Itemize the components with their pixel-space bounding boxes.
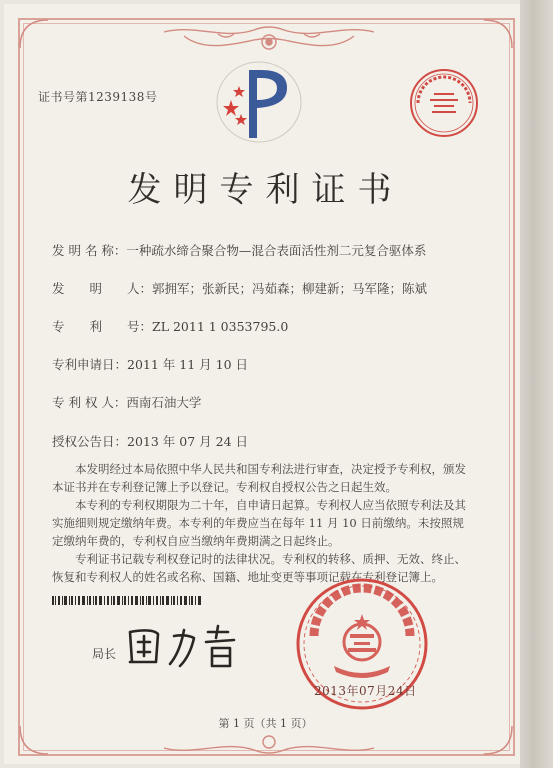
field-label: 专 利 权 人： <box>52 395 127 410</box>
field-application-date <box>52 355 248 373</box>
corner-ornament-icon <box>18 18 58 58</box>
field-patentee <box>52 393 201 411</box>
field-label: 专利申请日： <box>52 357 128 372</box>
patent-office-logo-icon <box>209 52 309 152</box>
corner-ornament-icon <box>474 18 514 58</box>
certificate-sheet <box>4 4 527 764</box>
field-value: 一种疏水缔合聚合物—混合表面活性剂二元复合驱体系 <box>126 243 427 258</box>
field-value: 2013 年 07 月 24 日 <box>127 434 249 449</box>
certificate-body <box>52 460 472 586</box>
field-value: 2011 年 11 月 10 日 <box>127 357 249 372</box>
field-invention-name <box>52 241 426 259</box>
field-label: 专 利 号： <box>52 319 153 334</box>
field-label: 发 明 名 称： <box>52 243 127 258</box>
certificate-title: 发明专利证书 <box>127 170 404 210</box>
top-seal-icon <box>408 67 480 139</box>
field-label: 发 明 人： <box>52 281 153 296</box>
bottom-ornament-icon <box>164 728 374 758</box>
body-paragraph: 本专利的专利权期限为二十年，自申请日起算。专利权人应当依照专利法及其实施细则规定缴纳年费。本专利的年费应当在每年 11 月 10 日前缴纳。未按照规定缴纳年费的，专利权自应当缴纳年费期满之日起终止。 <box>52 498 466 548</box>
field-value: 西南石油大学 <box>126 395 202 410</box>
body-paragraph: 专利证书记载专利权登记时的法律状况。专利权的转移、质押、无效、终止、恢复和专利权人的姓名或名称、国籍、地址变更等事项记载在专利登记簿上。 <box>52 552 466 584</box>
certificate-number: 证书号第1239138号 <box>38 90 158 104</box>
field-label: 授权公告日： <box>52 434 128 449</box>
page-footer: 第 1 页（共 1 页） <box>218 717 313 730</box>
barcode-icon <box>52 596 202 605</box>
field-grant-date <box>52 432 248 450</box>
director-signature-icon <box>124 622 244 672</box>
scan-edge-shadow <box>520 0 553 768</box>
field-value: ZL 2011 1 0353795.0 <box>152 319 289 334</box>
field-patent-number <box>52 317 288 335</box>
director-label: 局长 <box>92 647 117 661</box>
seal-date: 2013年07月24日 <box>314 684 417 698</box>
body-paragraph: 本发明经过本局依照中华人民共和国专利法进行审查，决定授予专利权，颁发本证书并在专利登记簿上予以登记。专利权自授权公告之日起生效。 <box>52 462 466 494</box>
field-value: 郭拥军；张新民；冯茹森；柳建新；马军隆；陈斌 <box>152 281 428 296</box>
field-inventors <box>52 279 427 297</box>
